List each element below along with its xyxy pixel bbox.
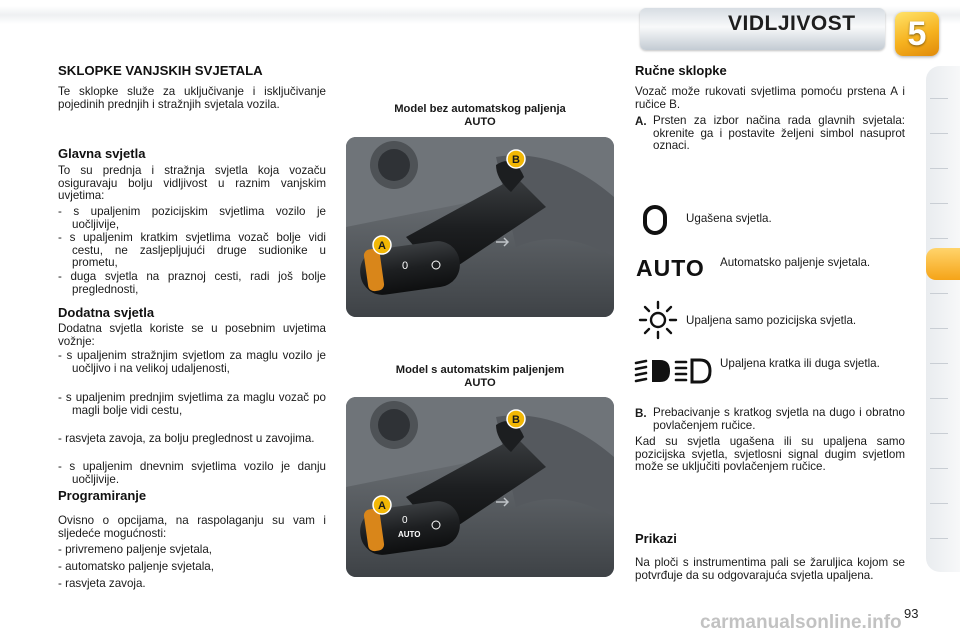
list-item: - privremeno paljenje svjetala,: [58, 543, 213, 556]
caption-model-with-auto: Model s automatskim paljenjem AUTO: [395, 364, 565, 389]
icon-auto-text: Automatsko paljenje svjetala.: [720, 256, 871, 269]
photo-stalk-without-auto: [346, 137, 614, 317]
list-item: - s upaljenim kratkim svjetlima vozač bolje vidi cestu, ne zasljepljujući druge sudionike u prometu,: [58, 231, 326, 270]
item-b-text: Prebacivanje s kratkog svjetla na dugo i obratno povlačenjem ručice.: [653, 406, 905, 432]
tab-divider: [930, 433, 948, 434]
tab-divider: [930, 238, 948, 239]
auto-icon: AUTO: [636, 255, 705, 281]
lights-off-icon: [642, 205, 670, 235]
list-item: - s upaljenim pozicijskim svjetlima vozilo je uočljivije,: [58, 205, 326, 231]
chapter-title: VIDLJIVOST: [728, 12, 856, 35]
manual-switches-heading: Ručne sklopke: [635, 63, 727, 78]
item-b-label: B.: [635, 407, 647, 420]
label-a: A: [378, 500, 386, 512]
flash-note-text: Kad su svjetla ugašena ili su upaljena samo pozicijska svjetla, svjetlosni signal dugim svjetlom može se uključiti povlačenjem ručice.: [635, 435, 905, 474]
list-item: - rasvjeta zavoja, za bolju preglednost u zavojima.: [58, 432, 315, 445]
item-a-label: A.: [635, 115, 647, 128]
stalk-position-auto: AUTO: [398, 530, 421, 539]
tab-divider: [930, 538, 948, 539]
photo-stalk-with-auto: [346, 397, 614, 577]
caption-model-without-auto: Model bez automatskog paljenja AUTO: [394, 103, 566, 128]
additional-lights-text: Dodatna svjetla koriste se u posebnim uvjetima vožnje:: [58, 322, 326, 348]
chapter-tabs: [926, 66, 960, 572]
page-number: 93: [904, 606, 919, 621]
watermark: carmanualsonline.info: [700, 612, 902, 633]
tab-divider: [930, 328, 948, 329]
tab-divider: [930, 468, 948, 469]
displays-text: Na ploči s instrumentima pali se žaruljica kojom se potvrđuje da su odgovarajuća svjetla upaljena.: [635, 556, 905, 582]
item-a-text: Prsten za izbor načina rada glavnih svjetala: okrenite ga i postavite željeni simbol nasuprot oznaci.: [653, 114, 905, 153]
label-b: B: [512, 414, 520, 426]
list-item: - s upaljenim stražnjim svjetlom za maglu vozilo je uočljivo i na velikoj udaljenosti,: [58, 349, 326, 375]
stalk-position-0: 0: [402, 515, 408, 526]
tab-divider: [930, 168, 948, 169]
tab-divider: [930, 98, 948, 99]
active-chapter-tab[interactable]: [926, 248, 960, 280]
main-lights-text: To su prednja i stražnja svjetla koja vozaču osiguravaju bolju vidljivost u raznim vanjskim uvjetima:: [58, 164, 326, 203]
list-item: - rasvjeta zavoja.: [58, 577, 146, 590]
main-lights-heading: Glavna svjetla: [58, 146, 146, 161]
manual-switches-text: Vozač može rukovati svjetlima pomoću prstena A i ručice B.: [635, 85, 905, 111]
tab-divider: [930, 133, 948, 134]
list-item: - automatsko paljenje svjetala,: [58, 560, 214, 573]
tab-divider: [930, 293, 948, 294]
label-b: B: [512, 154, 520, 166]
tab-divider: [930, 398, 948, 399]
chapter-number-badge: 5: [895, 12, 939, 56]
list-item: - s upaljenim dnevnim svjetlima vozilo je danju uočljivije.: [58, 460, 326, 486]
position-lights-icon: [638, 300, 678, 340]
icon-position-text: Upaljena samo pozicijska svjetla.: [686, 314, 857, 327]
tab-divider: [930, 363, 948, 364]
headlights-beam-icon: [634, 356, 714, 386]
list-item: - s upaljenim prednjim svjetlima za maglu vozač po magli bolje vidi cestu,: [58, 391, 326, 417]
section-title: SKLOPKE VANJSKIH SVJETALA: [58, 63, 263, 78]
tab-divider: [930, 203, 948, 204]
intro-text: Te sklopke služe za uključivanje i isključivanje pojedinih prednjih i stražnjih svjetala vozila.: [58, 85, 326, 111]
stalk-position-0: 0: [402, 260, 409, 272]
displays-heading: Prikazi: [635, 531, 677, 546]
list-item: - duga svjetla na praznoj cesti, radi još bolje preglednosti,: [58, 270, 326, 296]
programming-heading: Programiranje: [58, 488, 147, 503]
label-a: A: [378, 240, 386, 252]
icon-off-text: Ugašena svjetla.: [686, 212, 772, 225]
tab-divider: [930, 503, 948, 504]
programming-text: Ovisno o opcijama, na raspolaganju su vam i sljedeće mogućnosti:: [58, 514, 326, 540]
icon-beam-text: Upaljena kratka ili duga svjetla.: [720, 357, 880, 370]
additional-lights-heading: Dodatna svjetla: [58, 305, 155, 320]
